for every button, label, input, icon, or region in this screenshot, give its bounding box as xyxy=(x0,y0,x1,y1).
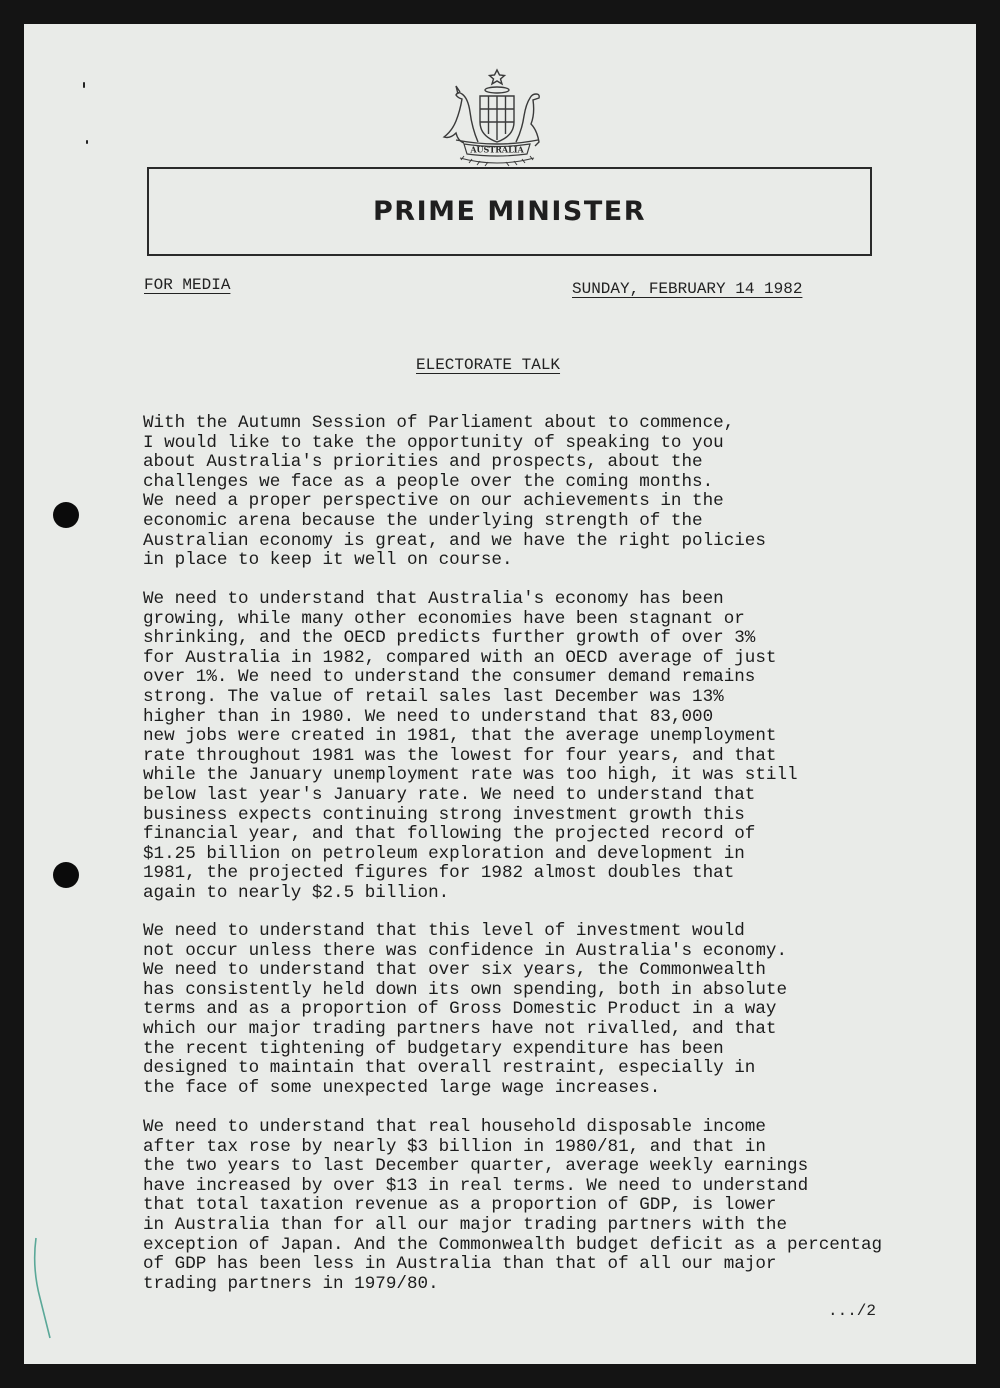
ink-speck xyxy=(86,140,88,144)
ink-speck xyxy=(83,82,85,88)
document-heading: ELECTORATE TALK xyxy=(416,356,561,374)
body-paragraph-1: With the Autumn Session of Parliament about to commence, I would like to take the opportunity of speaking to you about Australia's priorities and prospects, about the challenges we face as a people over the coming months. We need a proper perspective on our achievements in the economic arena because the underlying strength of the Australian economy is great, and we have the right policies in place to keep it well on course. xyxy=(143,413,766,571)
letterhead-title-box xyxy=(147,167,872,256)
body-paragraph-4: We need to understand that real household disposable income after tax rose by nearly $3 billion in 1980/81, and that in the two years to last December quarter, average weekly earnings have increased by over $13 in real terms. We need to understand that total taxation revenue as a proportion of GDP, is lower in Australia than for all our major trading partners with the exception of Japan. And the Commonwealth budget deficit as a percentag of GDP has been less in Australia than that of all our major trading partners in 1979/80. xyxy=(143,1117,883,1294)
letterhead-title: PRIME MINISTER xyxy=(373,196,646,227)
punch-hole-bottom xyxy=(53,862,79,888)
for-media-label: FOR MEDIA xyxy=(144,276,231,294)
pen-mark xyxy=(28,1234,58,1344)
release-date: SUNDAY, FEBRUARY 14 1982 xyxy=(572,280,803,298)
coat-of-arms-emblem xyxy=(434,64,560,170)
document-page xyxy=(24,24,976,1364)
punch-hole-top xyxy=(53,502,79,528)
page-continuation: .../2 xyxy=(828,1302,877,1320)
emblem-scroll-label: AUSTRALIA xyxy=(470,144,524,155)
body-paragraph-3: We need to understand that this level of investment would not occur unless there was confidence in Australia's economy. We need to understand that over six years, the Commonwealth has consistently held down its own spending, both in absolute terms and as a proportion of Gross Domestic Product in a way which our major trading partners have not rivalled, and that the recent tightening of budgetary expenditure has been designed to maintain that overall restraint, especially in the face of some unexpected large wage increases. xyxy=(143,921,788,1098)
body-paragraph-2: We need to understand that Australia's economy has been growing, while many other economies have been stagnant or shrinking, and the OECD predicts further growth of over 3% for Australia in 1982, compared with an OECD average of just over 1%. We need to understand the consumer demand remains strong. The value of retail sales last December was 13% higher than in 1980. We need to understand that 83,000 new jobs were created in 1981, that the average unemployment rate throughout 1981 was the lowest for four years, and that while the January unemployment rate was too high, it was still below last year's January rate. We need to understand that business expects continuing strong investment growth this financial year, and that following the projected record of $1.25 billion on petroleum exploration and development in 1981, the projected figures for 1982 almost doubles that again to nearly $2.5 billion. xyxy=(143,589,798,903)
